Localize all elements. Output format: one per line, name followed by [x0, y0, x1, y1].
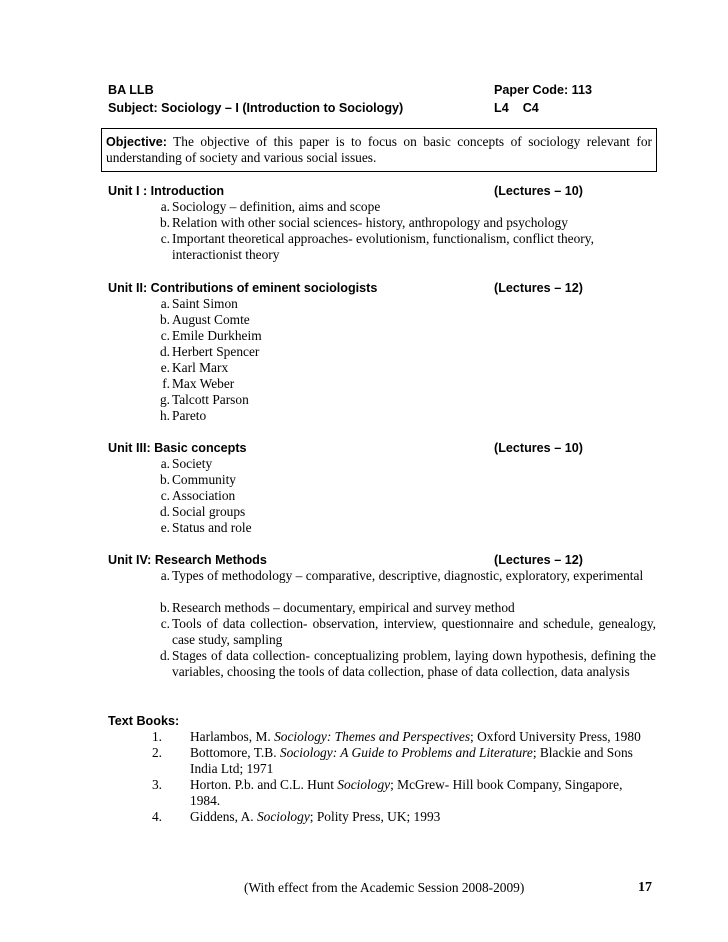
list-item — [148, 456, 656, 472]
unit-1-lectures: (Lectures – 10) — [494, 184, 583, 198]
text-books-heading: Text Books: — [108, 714, 180, 728]
list-item — [148, 392, 656, 408]
list-marker: b. — [159, 472, 170, 487]
unit-3-title: Unit III: Basic concepts — [108, 441, 247, 455]
textbook-item — [140, 745, 660, 778]
textbook-item — [140, 777, 660, 810]
paper-code: Paper Code: 113 — [494, 83, 592, 97]
textbook-publisher: ; Oxford University Press, 1980 — [470, 729, 641, 744]
unit-3-lectures: (Lectures – 10) — [494, 441, 583, 455]
list-text: Community — [172, 472, 236, 487]
list-text: Karl Marx — [172, 360, 229, 375]
subject-title: Subject: Sociology – I (Introduction to Sociology) — [108, 101, 404, 115]
list-text: Important theoretical approaches- evolutionism, functionalism, conflict theory, interactionist theory — [172, 231, 594, 263]
list-item — [148, 215, 656, 231]
unit-4-title: Unit IV: Research Methods — [108, 553, 267, 567]
list-marker: c. — [160, 328, 170, 343]
list-item — [148, 568, 656, 584]
textbook-author: Harlambos, M. — [190, 729, 275, 744]
list-text: Status and role — [172, 520, 252, 535]
textbook-citation — [190, 809, 660, 825]
list-marker: a. — [160, 568, 170, 583]
program-name: BA LLB — [108, 83, 154, 97]
list-text: Association — [172, 488, 236, 503]
list-text: Social groups — [172, 504, 246, 519]
textbook-author: Giddens, A. — [190, 809, 257, 824]
list-marker: c. — [160, 488, 170, 503]
list-marker: h. — [159, 408, 170, 423]
list-item — [148, 520, 656, 536]
list-item — [148, 648, 656, 681]
list-marker: d. — [159, 504, 170, 519]
list-text: August Comte — [172, 312, 250, 327]
list-item — [148, 504, 656, 520]
textbook-title: Sociology: A Guide to Problems and Literature — [279, 745, 533, 760]
objective-paragraph — [106, 134, 652, 167]
unit-4-lectures: (Lectures – 12) — [494, 553, 583, 567]
list-marker: b. — [159, 312, 170, 327]
list-item — [148, 488, 656, 504]
list-item — [148, 472, 656, 488]
list-marker: c. — [160, 231, 170, 246]
list-text: Emile Durkheim — [172, 328, 262, 343]
textbook-publisher: ; McGrew- Hill book Company, Singapore, 1984. — [190, 777, 623, 809]
list-text: Types of methodology – comparative, descriptive, diagnostic, exploratory, experimental — [172, 568, 644, 583]
list-marker: b. — [159, 215, 170, 230]
list-marker: a. — [160, 456, 170, 471]
unit-1-title: Unit I : Introduction — [108, 184, 225, 198]
list-marker: e. — [160, 520, 170, 535]
list-marker: a. — [160, 296, 170, 311]
textbook-title: Sociology — [256, 809, 310, 824]
textbook-number: 1. — [151, 729, 162, 744]
list-text: Herbert Spencer — [172, 344, 260, 359]
unit-2-lectures: (Lectures – 12) — [494, 281, 583, 295]
credits: L4 C4 — [494, 101, 539, 115]
textbook-title: Sociology — [337, 777, 391, 792]
textbook-publisher: ; Blackie and Sons India Ltd; 1971 — [190, 745, 633, 777]
list-item — [148, 376, 656, 392]
objective-text: The objective of this paper is to focus on basic concepts of sociology relevant for understanding of society and various social issues. — [106, 134, 652, 166]
list-item — [148, 296, 656, 312]
list-marker: d. — [159, 344, 170, 359]
list-item — [148, 344, 656, 360]
list-text: Talcott Parson — [172, 392, 249, 407]
list-marker: f. — [162, 376, 170, 391]
list-text: Sociology – definition, aims and scope — [172, 199, 381, 214]
textbook-title: Sociology: Themes and Perspectives — [274, 729, 471, 744]
list-item — [148, 231, 656, 264]
list-text: Research methods – documentary, empirical and survey method — [172, 600, 515, 615]
list-item — [148, 312, 656, 328]
textbook-number: 4. — [151, 809, 162, 824]
textbook-author: Horton. P.b. and C.L. Hunt — [190, 777, 338, 792]
textbook-citation — [190, 729, 660, 745]
list-item — [148, 360, 656, 376]
list-marker: e. — [160, 360, 170, 375]
list-marker: a. — [160, 199, 170, 214]
list-item — [148, 328, 656, 344]
textbook-number: 2. — [151, 745, 162, 760]
textbook-item — [140, 809, 660, 825]
textbook-item — [140, 729, 660, 745]
list-text: Pareto — [172, 408, 207, 423]
textbook-citation — [190, 745, 660, 778]
list-item — [148, 600, 656, 616]
list-item — [148, 199, 656, 215]
list-text: Stages of data collection- conceptualizing problem, laying down hypothesis, defining the variables, choosing the tools of data collection, phase of data collection, data analysis — [172, 648, 656, 680]
list-item — [148, 616, 656, 649]
list-marker: c. — [160, 616, 170, 631]
list-text: Max Weber — [172, 376, 235, 391]
list-marker: b. — [159, 600, 170, 615]
textbook-number: 3. — [151, 777, 162, 792]
list-marker: d. — [159, 648, 170, 663]
page-number: 17 — [638, 880, 652, 895]
list-text: Society — [172, 456, 213, 471]
textbook-publisher: ; Polity Press, UK; 1993 — [309, 809, 441, 824]
list-text: Tools of data collection- observation, interview, questionnaire and schedule, genealogy, case study, sampling — [172, 616, 656, 648]
textbook-author: Bottomore, T.B. — [190, 745, 280, 760]
list-marker: g. — [159, 392, 170, 407]
list-text: Saint Simon — [172, 296, 238, 311]
textbook-citation — [190, 777, 645, 810]
unit-2-title: Unit II: Contributions of eminent sociologists — [108, 281, 378, 295]
list-item — [148, 408, 656, 424]
list-text: Relation with other social sciences- history, anthropology and psychology — [172, 215, 568, 230]
objective-label: Objective: — [106, 135, 167, 149]
footer-note: (With effect from the Academic Session 2008-2009) — [244, 880, 525, 895]
